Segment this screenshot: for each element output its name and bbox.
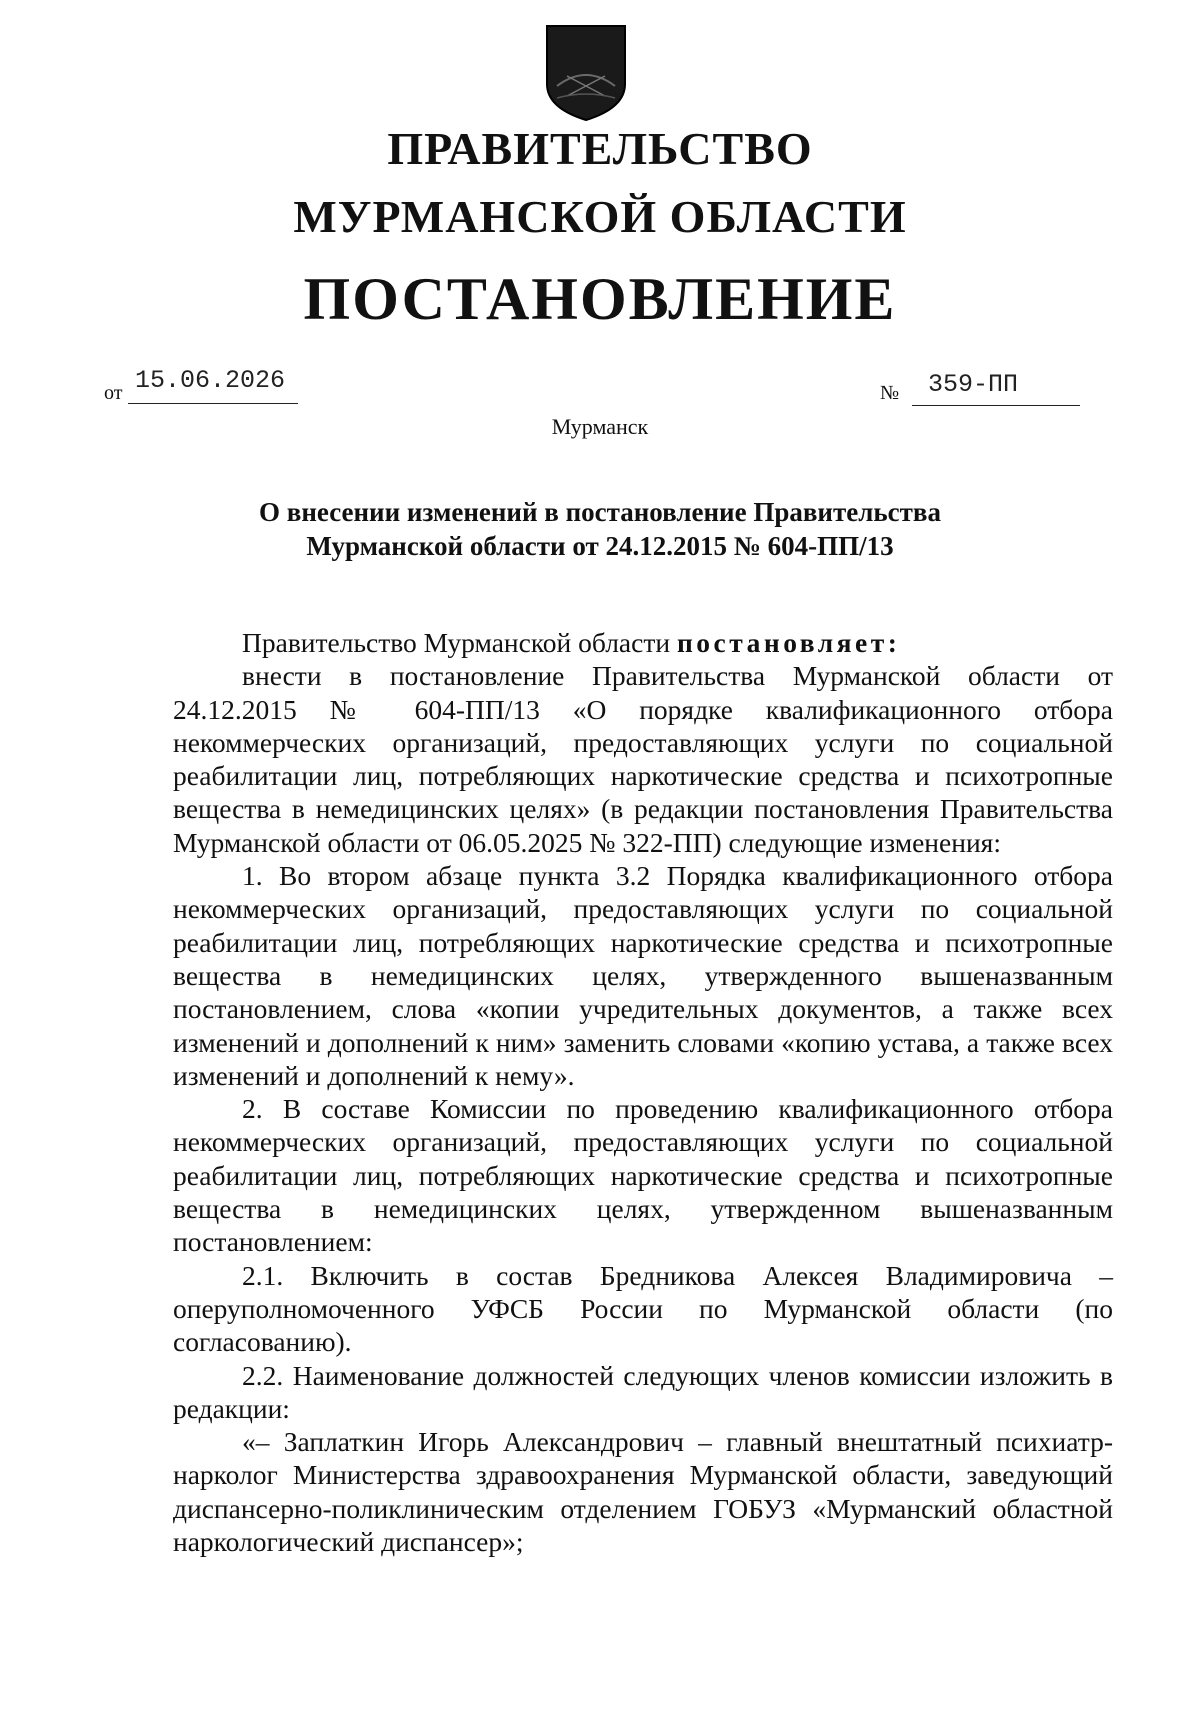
coat-of-arms-emblem [543, 24, 629, 122]
document-subject [170, 495, 1030, 563]
intro-paragraph [173, 626, 1113, 659]
paragraph-4: 2.1. Включить в состав Бредникова Алексея Владимировича – оперуполномоченного УФСБ России по Мурманской области (по согласованию). [173, 1259, 1113, 1358]
document-body [173, 626, 1113, 1558]
paragraph-1: внести в постановление Правительства Мурманской области от 24.12.2015 № 604-ПП/13 «О порядке квалификационного отбора некоммерческих организаций, предоставляющих услуги по социальной реабилитации лиц, потребляющих наркотические средства и психотропные вещества в немедицинских целях» (в редакции постановления Правительства Мурманской области от 06.05.2025 № 322-ПП) следующие изменения: [173, 660, 1113, 858]
number-underline [912, 405, 1080, 406]
org-name-line1: ПРАВИТЕЛЬСТВО [387, 123, 813, 174]
paragraph-2: 1. Во втором абзаце пункта 3.2 Порядка квалификационного отбора некоммерческих организаций, предоставляющих услуги по социальной реабилитации лиц, потребляющих наркотические средства и психотропные вещества в немедицинских целях, утвержденного вышеназванным постановлением, слова «копии учредительных документов, а также всех изменений и дополнений к ним» заменить словами «копию устава, а также всех изменений и дополнений к нему». [173, 860, 1113, 1091]
paragraph-6: «– Заплаткин Игорь Александрович – главный внештатный психиатр-нарколог Министерства здравоохранения Мурманской области, заведующий диспансерно-поликлиническим отделением ГОБУЗ «Мурманский областной наркологический диспансер»; [173, 1426, 1113, 1558]
number-label: № [880, 382, 900, 404]
intro-keyword: постановляет: [676, 627, 901, 658]
subject-line2: Мурманской области от 24.12.2015 № 604-ПП/13 [306, 531, 894, 561]
city-name: Мурманск [551, 414, 649, 439]
date-underline [128, 403, 298, 404]
subject-line1: О внесении изменений в постановление Правительства [259, 497, 941, 527]
number-value: 359-ПП [928, 370, 1019, 399]
intro-lead: Правительство Мурманской области [242, 627, 677, 658]
paragraph-5: 2.2. Наименование должностей следующих членов комиссии изложить в редакции: [173, 1359, 1113, 1424]
paragraph-3: 2. В составе Комиссии по проведению квалификационного отбора некоммерческих организаций, предоставляющих услуги по социальной реабилитации лиц, потребляющих наркотические средства и психотропные вещества в немедицинских целях, утвержденном вышеназванным постановлением: [173, 1093, 1113, 1258]
org-name-line2: МУРМАНСКОЙ ОБЛАСТИ [293, 191, 907, 242]
date-value: 15.06.2026 [135, 366, 286, 395]
document-type-title: ПОСТАНОВЛЕНИЕ [303, 266, 897, 332]
date-label: от [104, 382, 123, 404]
